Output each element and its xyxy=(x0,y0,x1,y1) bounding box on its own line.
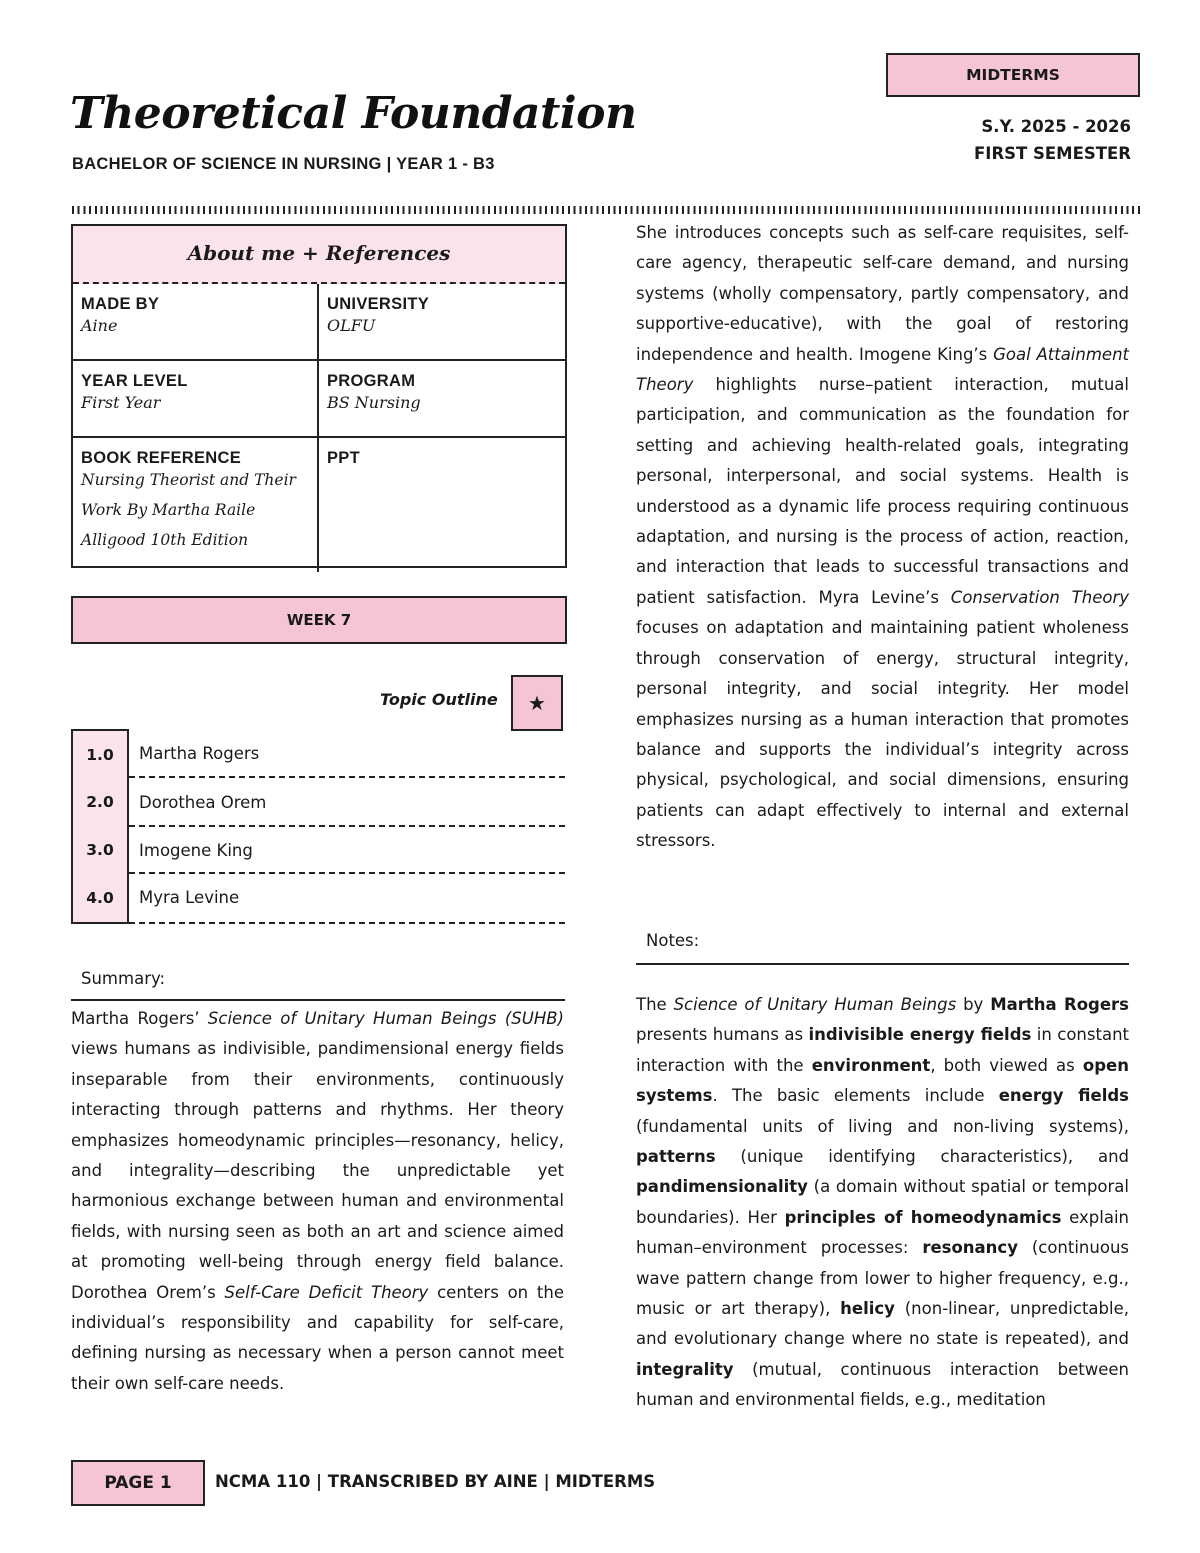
made-by-label: MADE BY xyxy=(81,295,160,313)
topic-text: Martha Rogers xyxy=(129,729,565,778)
topic-number: 3.0 xyxy=(71,827,129,874)
program-cell xyxy=(319,361,565,436)
topic-number: 1.0 xyxy=(71,729,129,778)
semester: FIRST SEMESTER xyxy=(974,144,1131,163)
university-cell xyxy=(319,284,565,359)
footer-text: NCMA 110 | TRANSCRIBED BY AINE | MIDTERMS xyxy=(215,1472,656,1491)
topic-text: Dorothea Orem xyxy=(129,778,565,827)
notes-paragraph: The Science of Unitary Human Beings by Martha Rogers presents humans as indivisible energy fields in constant interaction with the environment, both viewed as open systems. The basic elements include energy fields (fundamental units of living and non-living systems), patterns (unique identifying characteristics), and pandimensionality (a domain without spatial or temporal boundaries). Her principles of homeodynamics explain human–environment processes: resonancy (continuous wave pattern change from lower to higher frequency, e.g., music or art therapy), helicy (non-linear, unpredictable, and evolutionary change where no state is repeated), and integrality (mutual, continuous interaction between human and environmental fields, e.g., meditation xyxy=(636,995,1130,1410)
topic-outline-label: Topic Outline xyxy=(380,690,498,709)
summary-rule xyxy=(71,999,565,1001)
made-by-cell xyxy=(73,284,319,359)
made-by-value: Aine xyxy=(81,316,118,335)
university-label: UNIVERSITY xyxy=(327,295,430,313)
page-number-badge: PAGE 1 xyxy=(71,1460,205,1506)
list-item xyxy=(71,778,565,827)
summary-label: Summary: xyxy=(81,969,166,988)
topic-number: 4.0 xyxy=(71,874,129,924)
list-item xyxy=(71,827,565,874)
term-info xyxy=(974,113,1131,167)
week-banner: WEEK 7 xyxy=(71,596,567,644)
ppt-label: PPT xyxy=(327,449,360,467)
about-references-table xyxy=(71,224,567,568)
year-level-cell xyxy=(73,361,319,436)
topic-text: Imogene King xyxy=(129,827,565,874)
midterms-badge: MIDTERMS xyxy=(886,53,1140,97)
summary-paragraph-left: Martha Rogers’ Science of Unitary Human Beings (SUHB) views humans as indivisible, pandimensional energy fields inseparable from their environments, continuously interacting through patterns and rhythms. Her theory emphasizes homeodynamic principles—resonancy, helicy, and integrality—describing the unpredictable yet harmonious exchange between human and environmental fields, with nursing seen as both an art and science aimed at promoting well-being through energy field balance. Dorothea Orem’s Self-Care Deficit Theory centers on the individual’s responsibility and capability for self-care, defining nursing as necessary when a person cannot meet their own self-care needs. xyxy=(71,1009,564,1393)
dotted-divider xyxy=(72,206,1140,214)
summary-paragraph-right: She introduces concepts such as self-care requisites, self-care agency, therapeutic self-care demand, and nursing systems (wholly compensatory, partly compensatory, and supportive-educative), with the goal of restoring independence and health. Imogene King’s Goal Attainment Theory highlights nurse–patient interaction, mutual participation, and communication as the foundation for setting and achieving health-related goals, integrating personal, interpersonal, and social systems. Health is understood as a dynamic life process requiring continuous adaptation, and nursing is the process of action, reaction, and interaction that leads to successful transactions and patient satisfaction. Myra Levine’s Conservation Theory focuses on adaptation and maintaining patient wholeness through conservation of energy, structural integrity, personal integrity, and social integrity. Her model emphasizes nursing as a human interaction that promotes balance and supports the individual’s integrity across physical, psychological, and social dimensions, ensuring patients can adapt effectively to internal and external stressors. xyxy=(636,223,1129,851)
topic-outline-list xyxy=(71,729,565,924)
info-row-book xyxy=(73,438,565,572)
book-cell xyxy=(73,438,319,572)
topic-text: Myra Levine xyxy=(129,874,565,924)
list-item xyxy=(71,729,565,778)
list-item xyxy=(71,874,565,924)
notes-rule xyxy=(636,963,1129,965)
university-value: OLFU xyxy=(327,316,376,335)
book-reference-value: Nursing Theorist and Their Work By Martha Raile Alligood 10th Edition xyxy=(81,471,296,549)
info-row-year-level xyxy=(73,361,565,438)
notes-label: Notes: xyxy=(646,931,700,950)
page-title: Theoretical Foundation xyxy=(70,88,637,139)
info-row-made-by xyxy=(73,284,565,361)
topic-number: 2.0 xyxy=(71,778,129,827)
year-level-value: First Year xyxy=(81,393,161,412)
year-level-label: YEAR LEVEL xyxy=(81,372,188,390)
book-reference-label: BOOK REFERENCE xyxy=(81,449,242,467)
program-value: BS Nursing xyxy=(327,393,421,412)
about-references-heading: About me + References xyxy=(73,226,565,284)
program-label: PROGRAM xyxy=(327,372,416,390)
ppt-cell xyxy=(319,438,565,572)
page-subtitle: BACHELOR OF SCIENCE IN NURSING | YEAR 1 - B3 xyxy=(72,155,495,173)
star-icon: ★ xyxy=(511,675,563,731)
school-year: S.Y. 2025 - 2026 xyxy=(981,117,1131,136)
